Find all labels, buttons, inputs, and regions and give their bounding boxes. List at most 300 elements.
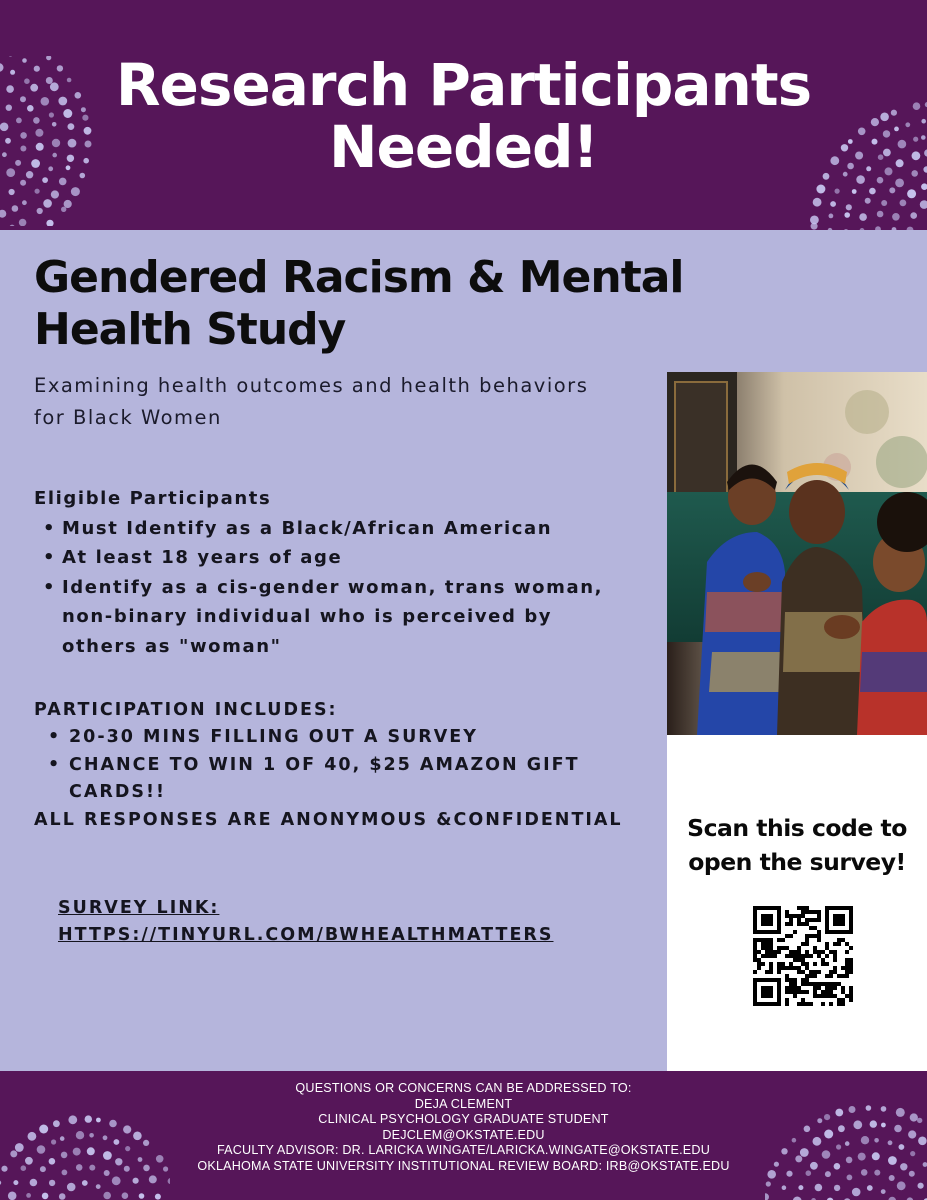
qr-module: [789, 914, 793, 918]
qr-module: [817, 910, 821, 914]
qr-module: [765, 922, 769, 926]
qr-module: [837, 914, 841, 918]
qr-module: [801, 906, 805, 910]
qr-module: [849, 990, 853, 994]
decor-dot: [829, 214, 834, 219]
qr-module: [753, 970, 757, 974]
decor-dot: [830, 201, 836, 207]
qr-module: [805, 974, 809, 978]
qr-module: [845, 962, 849, 966]
decor-dot: [22, 200, 27, 205]
qr-module: [833, 930, 837, 934]
qr-module: [801, 982, 805, 986]
qr-module: [805, 990, 809, 994]
qr-module: [849, 966, 853, 970]
qr-module: [801, 942, 805, 946]
qr-module: [777, 906, 781, 910]
qr-module: [849, 918, 853, 922]
qr-module: [797, 990, 801, 994]
qr-module: [789, 954, 793, 958]
decor-dot: [892, 227, 897, 230]
qr-module: [841, 918, 845, 922]
participation-section: [34, 697, 659, 834]
study-subtitle-line1: Examining health outcomes and health behaviors: [34, 374, 589, 397]
qr-module: [837, 930, 841, 934]
qr-module: [813, 946, 817, 950]
decor-dot: [897, 1181, 906, 1190]
decor-dot: [10, 225, 15, 226]
qr-module: [829, 906, 833, 910]
qr-module: [769, 906, 773, 910]
qr-module: [813, 990, 817, 994]
qr-module: [785, 922, 789, 926]
qr-module: [765, 986, 769, 990]
decor-dot: [12, 205, 19, 212]
qr-module: [849, 922, 853, 926]
qr-module: [829, 930, 833, 934]
qr-module: [789, 966, 793, 970]
study-subtitle: [34, 370, 654, 434]
qr-module: [777, 918, 781, 922]
qr-code-icon[interactable]: [753, 906, 853, 1006]
qr-module: [813, 934, 817, 938]
qr-module: [825, 962, 829, 966]
qr-module: [825, 926, 829, 930]
qr-module: [797, 986, 801, 990]
qr-module: [805, 978, 809, 982]
decor-dot: [133, 1178, 139, 1184]
qr-module: [825, 974, 829, 978]
decor-dot: [835, 189, 840, 194]
qr-module: [837, 1002, 841, 1006]
decor-dot: [67, 1183, 76, 1192]
survey-link-label: SURVEY LINK:: [58, 898, 220, 918]
decor-dot: [103, 1192, 111, 1200]
decor-dot: [852, 189, 857, 194]
eligibility-item: • Must Identify as a Black/African American: [34, 514, 659, 544]
decor-dot: [766, 1181, 771, 1186]
qr-module: [817, 934, 821, 938]
qr-module: [753, 950, 757, 954]
qr-module: [769, 930, 773, 934]
qr-module: [793, 982, 797, 986]
qr-module: [761, 990, 765, 994]
qr-module: [805, 1002, 809, 1006]
decor-dot: [96, 1184, 101, 1189]
qr-module: [837, 918, 841, 922]
footer-line: OKLAHOMA STATE UNIVERSITY INSTITUTIONAL REVIEW BOARD: IRB@OKSTATE.EDU: [197, 1158, 730, 1173]
qr-module: [765, 930, 769, 934]
qr-module: [773, 950, 777, 954]
qr-module: [797, 906, 801, 910]
qr-module: [765, 970, 769, 974]
qr-module: [765, 914, 769, 918]
qr-module: [821, 950, 825, 954]
decor-dot: [0, 1180, 1, 1185]
qr-module: [849, 946, 853, 950]
scan-instruction-line2: open the survey!: [688, 848, 906, 876]
qr-module: [769, 978, 773, 982]
qr-module: [797, 954, 801, 958]
qr-module: [773, 1002, 777, 1006]
qr-module: [769, 950, 773, 954]
qr-module: [769, 914, 773, 918]
qr-module: [769, 970, 773, 974]
qr-module: [829, 990, 833, 994]
decor-dot: [82, 1180, 88, 1186]
qr-module: [761, 1002, 765, 1006]
qr-module: [781, 938, 785, 942]
footer-line: DEJCLEM@OKSTATE.EDU: [382, 1127, 545, 1142]
qr-module: [821, 994, 825, 998]
qr-module: [777, 930, 781, 934]
qr-module: [809, 982, 813, 986]
qr-module: [813, 918, 817, 922]
qr-module: [829, 994, 833, 998]
decor-dot: [793, 1197, 802, 1200]
qr-module: [845, 966, 849, 970]
qr-module: [833, 958, 837, 962]
qr-module: [809, 934, 813, 938]
decor-dot: [168, 1178, 170, 1184]
qr-module: [777, 1002, 781, 1006]
qr-module: [817, 986, 821, 990]
qr-module: [829, 1002, 833, 1006]
eligibility-item: • At least 18 years of age: [34, 543, 659, 573]
qr-module: [753, 954, 757, 958]
qr-module: [833, 914, 837, 918]
decor-dot: [889, 1175, 895, 1181]
participation-item-continuation: CARDS!!: [69, 782, 166, 803]
qr-module: [753, 918, 757, 922]
decor-dot: [42, 177, 48, 183]
qr-module: [753, 998, 757, 1002]
qr-module: [793, 914, 797, 918]
qr-module: [765, 990, 769, 994]
qr-module: [761, 942, 765, 946]
decor-dot: [139, 1193, 145, 1199]
qr-module: [817, 970, 821, 974]
qr-module: [761, 962, 765, 966]
decor-dot: [112, 1176, 121, 1185]
qr-module: [801, 970, 805, 974]
qr-module: [801, 990, 805, 994]
qr-module: [753, 922, 757, 926]
qr-module: [829, 982, 833, 986]
qr-module: [813, 962, 817, 966]
decor-dot: [815, 1184, 823, 1192]
qr-module: [793, 994, 797, 998]
qr-module: [825, 942, 829, 946]
qr-module: [833, 918, 837, 922]
qr-module: [785, 998, 789, 1002]
decor-dot: [19, 219, 27, 226]
decor-dot: [875, 226, 881, 230]
qr-module: [841, 966, 845, 970]
qr-module: [789, 982, 793, 986]
qr-module: [817, 954, 821, 958]
qr-module: [781, 966, 785, 970]
decor-dot: [844, 212, 850, 218]
decor-dot: [51, 190, 59, 198]
qr-module: [813, 986, 817, 990]
study-subtitle-line2: for Black Women: [34, 406, 222, 429]
qr-module: [825, 922, 829, 926]
decor-dot: [813, 198, 822, 207]
photo-three-women: [667, 372, 927, 735]
qr-module: [761, 954, 765, 958]
qr-module: [813, 994, 817, 998]
qr-module: [757, 962, 761, 966]
qr-module: [829, 950, 833, 954]
decor-dot: [59, 178, 67, 186]
qr-module: [837, 922, 841, 926]
decor-dot: [869, 188, 876, 195]
qr-module: [753, 1002, 757, 1006]
qr-module: [769, 966, 773, 970]
qr-module: [813, 910, 817, 914]
qr-module: [845, 970, 849, 974]
qr-module: [805, 962, 809, 966]
decor-dot: [43, 199, 52, 208]
decor-dot: [852, 1188, 861, 1197]
qr-module: [849, 994, 853, 998]
decor-dot: [149, 1175, 157, 1183]
decor-dot: [42, 1193, 49, 1200]
qr-module: [757, 906, 761, 910]
survey-link[interactable]: HTTPS://TINYURL.COM/BWHEALTHMATTERS: [58, 925, 554, 945]
qr-module: [793, 966, 797, 970]
qr-module: [805, 910, 809, 914]
qr-module: [825, 906, 829, 910]
qr-module: [785, 914, 789, 918]
qr-module: [837, 906, 841, 910]
qr-module: [817, 918, 821, 922]
qr-module: [753, 914, 757, 918]
qr-module: [841, 906, 845, 910]
qr-module: [793, 958, 797, 962]
qr-module: [789, 990, 793, 994]
qr-module: [833, 950, 837, 954]
qr-module: [845, 974, 849, 978]
decor-dot: [907, 189, 916, 198]
qr-module: [765, 994, 769, 998]
decor-dot: [889, 187, 895, 193]
qr-module: [753, 930, 757, 934]
qr-module: [785, 1002, 789, 1006]
eligibility-item-continuation: non-binary individual who is perceived by: [62, 606, 553, 628]
qr-module: [753, 990, 757, 994]
qr-module: [769, 954, 773, 958]
qr-module: [753, 910, 757, 914]
decor-dot: [895, 179, 904, 188]
qr-module: [757, 966, 761, 970]
decor-dot: [26, 1193, 31, 1198]
qr-module: [757, 978, 761, 982]
qr-module: [757, 958, 761, 962]
qr-module: [837, 998, 841, 1002]
participation-item: • CHANCE TO WIN 1 OF 40, $25 AMAZON GIFT: [34, 752, 659, 779]
qr-module: [805, 982, 809, 986]
eligibility-item-continuation: others as "woman": [62, 635, 282, 657]
qr-module: [825, 918, 829, 922]
qr-module: [805, 954, 809, 958]
qr-module: [825, 930, 829, 934]
qr-module: [769, 962, 773, 966]
eligibility-section: [34, 484, 659, 662]
qr-module: [797, 946, 801, 950]
qr-module: [761, 930, 765, 934]
decor-dot: [49, 1180, 55, 1186]
qr-module: [845, 930, 849, 934]
decor-dot: [61, 207, 66, 212]
qr-module: [769, 986, 773, 990]
participation-list: [34, 724, 659, 779]
qr-module: [845, 958, 849, 962]
qr-module: [757, 1002, 761, 1006]
decor-dot: [798, 1185, 803, 1190]
decor-dot: [828, 228, 833, 230]
qr-module: [765, 1002, 769, 1006]
qr-module: [809, 970, 813, 974]
qr-module: [837, 942, 841, 946]
qr-module: [777, 978, 781, 982]
decor-dot: [918, 1183, 924, 1189]
qr-module: [817, 938, 821, 942]
decor-dot: [13, 1180, 18, 1185]
anonymous-note: ALL RESPONSES ARE ANONYMOUS &CONFIDENTIAL: [34, 809, 623, 830]
footer-line: DEJA CLEMENT: [414, 1096, 513, 1111]
qr-module: [785, 954, 789, 958]
qr-module: [833, 942, 837, 946]
qr-module: [825, 954, 829, 958]
qr-module: [769, 918, 773, 922]
qr-module: [837, 982, 841, 986]
qr-module: [817, 982, 821, 986]
qr-module: [769, 946, 773, 950]
qr-module: [841, 998, 845, 1002]
qr-module: [825, 910, 829, 914]
qr-module: [849, 906, 853, 910]
decor-dot: [9, 189, 15, 195]
qr-module: [761, 946, 765, 950]
decor-dot: [35, 189, 40, 194]
qr-module: [809, 910, 813, 914]
qr-module: [753, 986, 757, 990]
qr-module: [825, 946, 829, 950]
qr-module: [809, 974, 813, 978]
qr-module: [821, 982, 825, 986]
qr-module: [801, 1002, 805, 1006]
qr-module: [781, 946, 785, 950]
scan-instruction-line1: Scan this code to: [687, 814, 907, 842]
qr-module: [817, 930, 821, 934]
qr-module: [801, 978, 805, 982]
qr-module: [825, 990, 829, 994]
qr-module: [841, 974, 845, 978]
qr-module: [845, 994, 849, 998]
qr-module: [765, 978, 769, 982]
qr-module: [805, 950, 809, 954]
qr-module: [841, 990, 845, 994]
qr-module: [785, 990, 789, 994]
qr-module: [777, 998, 781, 1002]
decor-dot: [910, 212, 917, 219]
decor-dot: [834, 1185, 840, 1191]
qr-module: [841, 938, 845, 942]
qr-module: [789, 922, 793, 926]
decor-dot: [859, 213, 867, 221]
qr-module: [805, 966, 809, 970]
qr-module: [769, 1002, 773, 1006]
qr-module: [793, 978, 797, 982]
qr-module: [797, 922, 801, 926]
qr-module: [789, 950, 793, 954]
footer-line: FACULTY ADVISOR: DR. LARICKA WINGATE/LARICKA.WINGATE@OKSTATE.EDU: [216, 1143, 711, 1158]
qr-module: [809, 918, 813, 922]
qr-module: [801, 922, 805, 926]
qr-module: [805, 938, 809, 942]
qr-module: [785, 946, 789, 950]
decor-dot: [71, 187, 80, 196]
qr-module: [833, 982, 837, 986]
qr-module: [765, 906, 769, 910]
qr-module: [777, 938, 781, 942]
study-title-line1: Gendered Racism & Mental: [34, 252, 684, 303]
decor-dot: [122, 1192, 129, 1199]
qr-module: [765, 918, 769, 922]
qr-module: [765, 946, 769, 950]
qr-module: [849, 930, 853, 934]
qr-module: [785, 986, 789, 990]
eligibility-item: [34, 573, 659, 603]
qr-module: [753, 926, 757, 930]
decor-dot: [816, 185, 825, 194]
qr-module: [769, 942, 773, 946]
qr-module: [777, 950, 781, 954]
qr-module: [785, 934, 789, 938]
qr-module: [769, 938, 773, 942]
qr-module: [845, 906, 849, 910]
study-title-line2: Health Study: [34, 304, 346, 355]
qr-module: [849, 986, 853, 990]
qr-module: [825, 914, 829, 918]
qr-module: [765, 942, 769, 946]
header-banner: [0, 0, 927, 230]
decor-dot: [765, 1193, 769, 1200]
decor-dot: [881, 1189, 886, 1194]
qr-module: [785, 910, 789, 914]
decor-dot: [20, 180, 26, 186]
qr-module: [777, 946, 781, 950]
qr-module: [777, 926, 781, 930]
qr-module: [833, 994, 837, 998]
decor-dot: [892, 213, 900, 221]
qr-module: [761, 938, 765, 942]
participation-item: • 20-30 MINS FILLING OUT A SURVEY: [34, 724, 659, 751]
decor-dot: [8, 1192, 17, 1200]
decor-dot: [881, 200, 887, 206]
qr-module: [849, 998, 853, 1002]
qr-module: [761, 914, 765, 918]
qr-module: [849, 962, 853, 966]
qr-module: [777, 990, 781, 994]
qr-module: [841, 930, 845, 934]
footer-line: QUESTIONS OR CONCERNS CAN BE ADDRESSED TO:: [295, 1081, 632, 1095]
qr-module: [845, 942, 849, 946]
qr-module: [837, 938, 841, 942]
qr-module: [761, 906, 765, 910]
